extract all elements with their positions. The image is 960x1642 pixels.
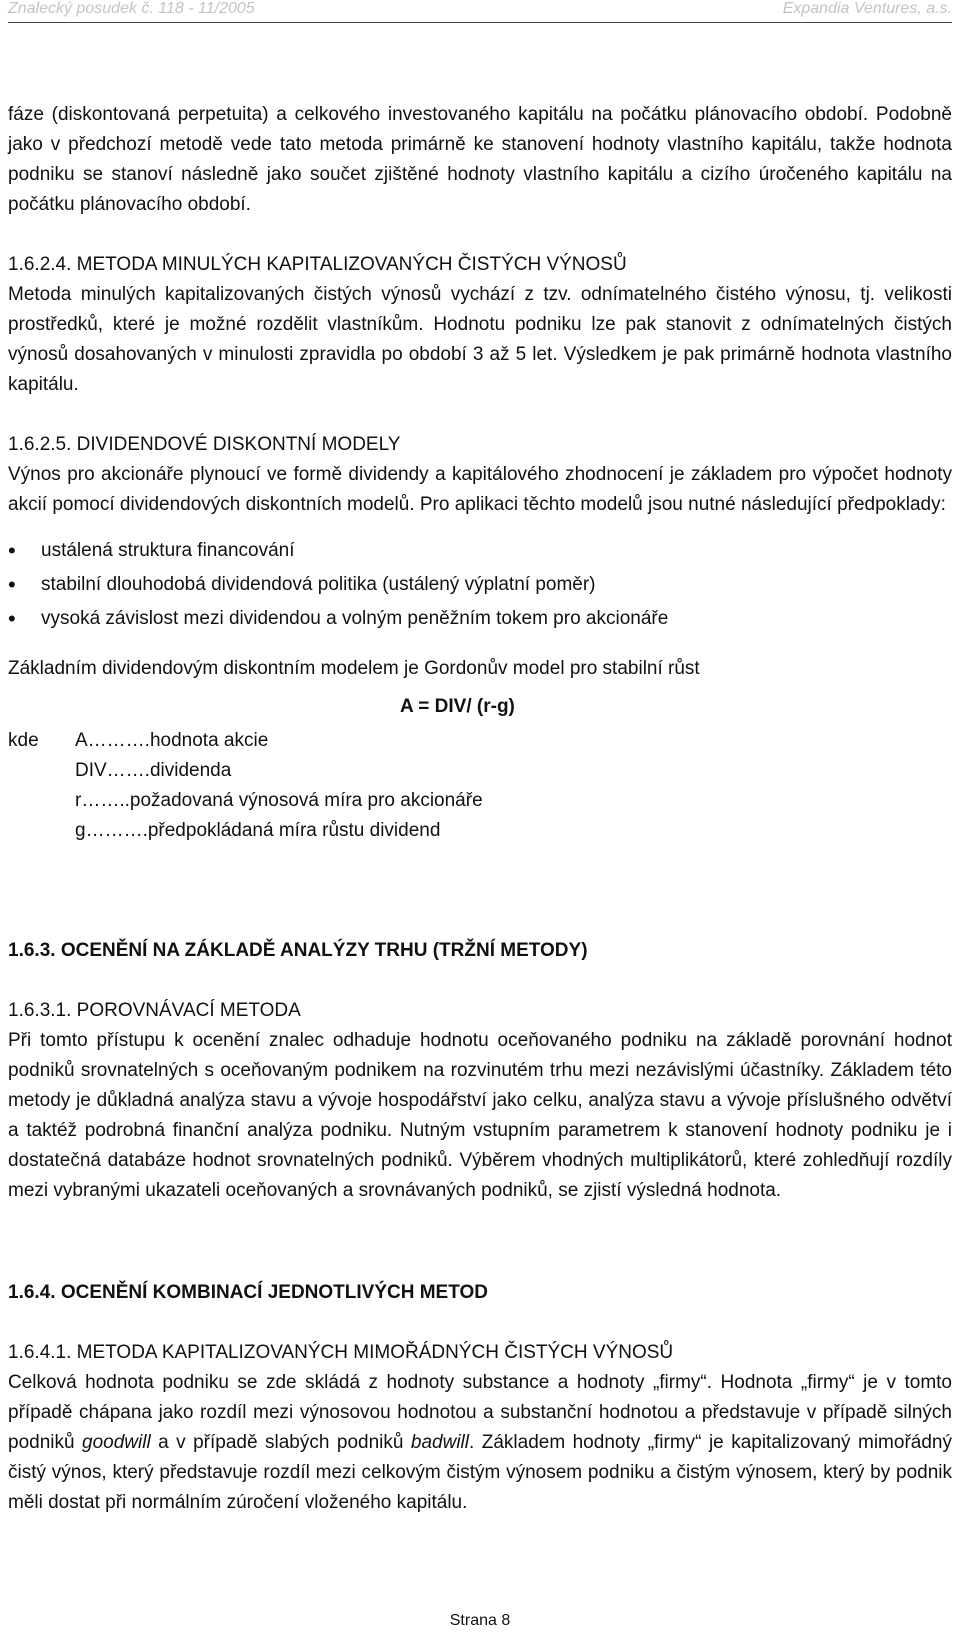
section-1625-text: Výnos pro akcionáře plynoucí ve formě dividendy a kapitálového zhodnocení je základem pro výpočet hodnoty akcií pomocí dividendových diskontních modelů. Pro aplikaci těchto modelů jsou nutné následující předpoklady: — [8, 464, 952, 515]
goodwill-term: goodwill — [82, 1432, 151, 1453]
section-1641-heading: 1.6.4.1. METODA KAPITALIZOVANÝCH MIMOŘÁDNÝCH ČISTÝCH VÝNOSŮ — [8, 1342, 674, 1363]
section-1641-text: Celková hodnota podniku se zde skládá z hodnoty substance a hodnoty „firmy“. Hodnota „firmy“ je v tomto případě chápana jako rozdíl mezi výnosovou hodnotou a substanční hodnotou a představuje v případě silných podniků goodwill a v případě slabých podniků badwill. Základem hodnoty „firmy“ je kapitalizovaný mimořádný čistý výnos, který představuje rozdíl mezi celkovým čistým výnosem podniku a čistým výnosem, který by podnik měli dostat při normálním zúročení vloženého kapitálu. — [8, 1372, 952, 1513]
section-1624-heading: 1.6.2.4. METODA MINULÝCH KAPITALIZOVANÝCH ČISTÝCH VÝNOSŮ — [8, 254, 627, 275]
list-item: • ustálená struktura financování — [8, 534, 952, 568]
gordon-formula: A = DIV/ (r-g) — [400, 696, 515, 717]
page-header — [8, 0, 952, 23]
definition-item: g……….předpokládaná míra růstu dividend — [75, 820, 441, 841]
definition-item: A……….hodnota akcie — [75, 730, 269, 751]
list-item: • vysoká závislost mezi dividendou a volným peněžním tokem pro akcionáře — [8, 602, 952, 636]
definition-item: r……..požadovaná výnosová míra pro akcionáře — [75, 790, 483, 811]
definition-item: DIV…….dividenda — [75, 760, 232, 781]
header-company: Expandia Ventures, a.s. — [782, 0, 952, 17]
section-163-heading: 1.6.3. OCENĚNÍ NA ZÁKLADĚ ANALÝZY TRHU (TRŽNÍ METODY) — [8, 940, 588, 961]
section-164-heading: 1.6.4. OCENĚNÍ KOMBINACÍ JEDNOTLIVÝCH METOD — [8, 1282, 488, 1303]
section-1624-text: Metoda minulých kapitalizovaných čistých výnosů vychází z tzv. odnímatelného čistého výnosu, tj. velikosti prostředků, které je možné rozdělit vlastníkům. Hodnotu podniku lze pak stanovit z odnímatelných čistých výnosů dosahovaných v minulosti zpravidla po období 3 až 5 let. Výsledkem je pak primárně hodnota vlastního kapitálu. — [8, 284, 952, 395]
badwill-term: badwill — [410, 1432, 469, 1453]
document-body — [8, 100, 952, 1518]
page-number: Strana 8 — [449, 1612, 511, 1629]
intro-paragraph: fáze (diskontovaná perpetuita) a celkového investovaného kapitálu na počátku plánovacího období. Podobně jako v předchozí metodě vede tato metoda primárně ke stanovení hodnoty vlastního kapitálu, takže hodnota podniku se stanoví následně jako součet zjištěné hodnoty vlastního kapitálu a cizího úročeného kapitálu na počátku plánovacího období. — [8, 104, 952, 215]
list-item: • stabilní dlouhodobá dividendová politika (ustálený výplatní poměr) — [8, 568, 952, 602]
prerequisites-list — [8, 534, 952, 636]
formula-definitions — [8, 726, 952, 846]
section-1631-heading: 1.6.3.1. POROVNÁVACÍ METODA — [8, 1000, 301, 1021]
definitions-kde-label: kde — [8, 730, 39, 751]
section-1625-heading: 1.6.2.5. DIVIDENDOVÉ DISKONTNÍ MODELY — [8, 434, 401, 455]
gordon-model-text: Základním dividendovým diskontním modelem je Gordonův model pro stabilní růst — [8, 658, 700, 679]
header-report-title: Znalecký posudek č. 118 - 11/2005 — [8, 0, 255, 17]
section-1631-text: Při tomto přístupu k ocenění znalec odhaduje hodnotu oceňovaného podniku na základě porovnání hodnot podniků srovnatelných s oceňovaným podnikem na rozvinutém trhu mezi nezávislými účastníky. Základem této metody je důkladná analýza stavu a vývoje hospodářství jako celku, analýza stavu a vývoje příslušného odvětví a taktéž podrobná finanční analýza podniku. Nutným vstupním parametrem k stanovení hodnoty podniku je i dostatečná databáze hodnot srovnatelných podniků. Výběrem vhodných multiplikátorů, které zohledňují rozdíly mezi vybranými ukazateli oceňovaných a srovnávaných podniků, se zjistí výsledná hodnota. — [8, 1030, 952, 1201]
